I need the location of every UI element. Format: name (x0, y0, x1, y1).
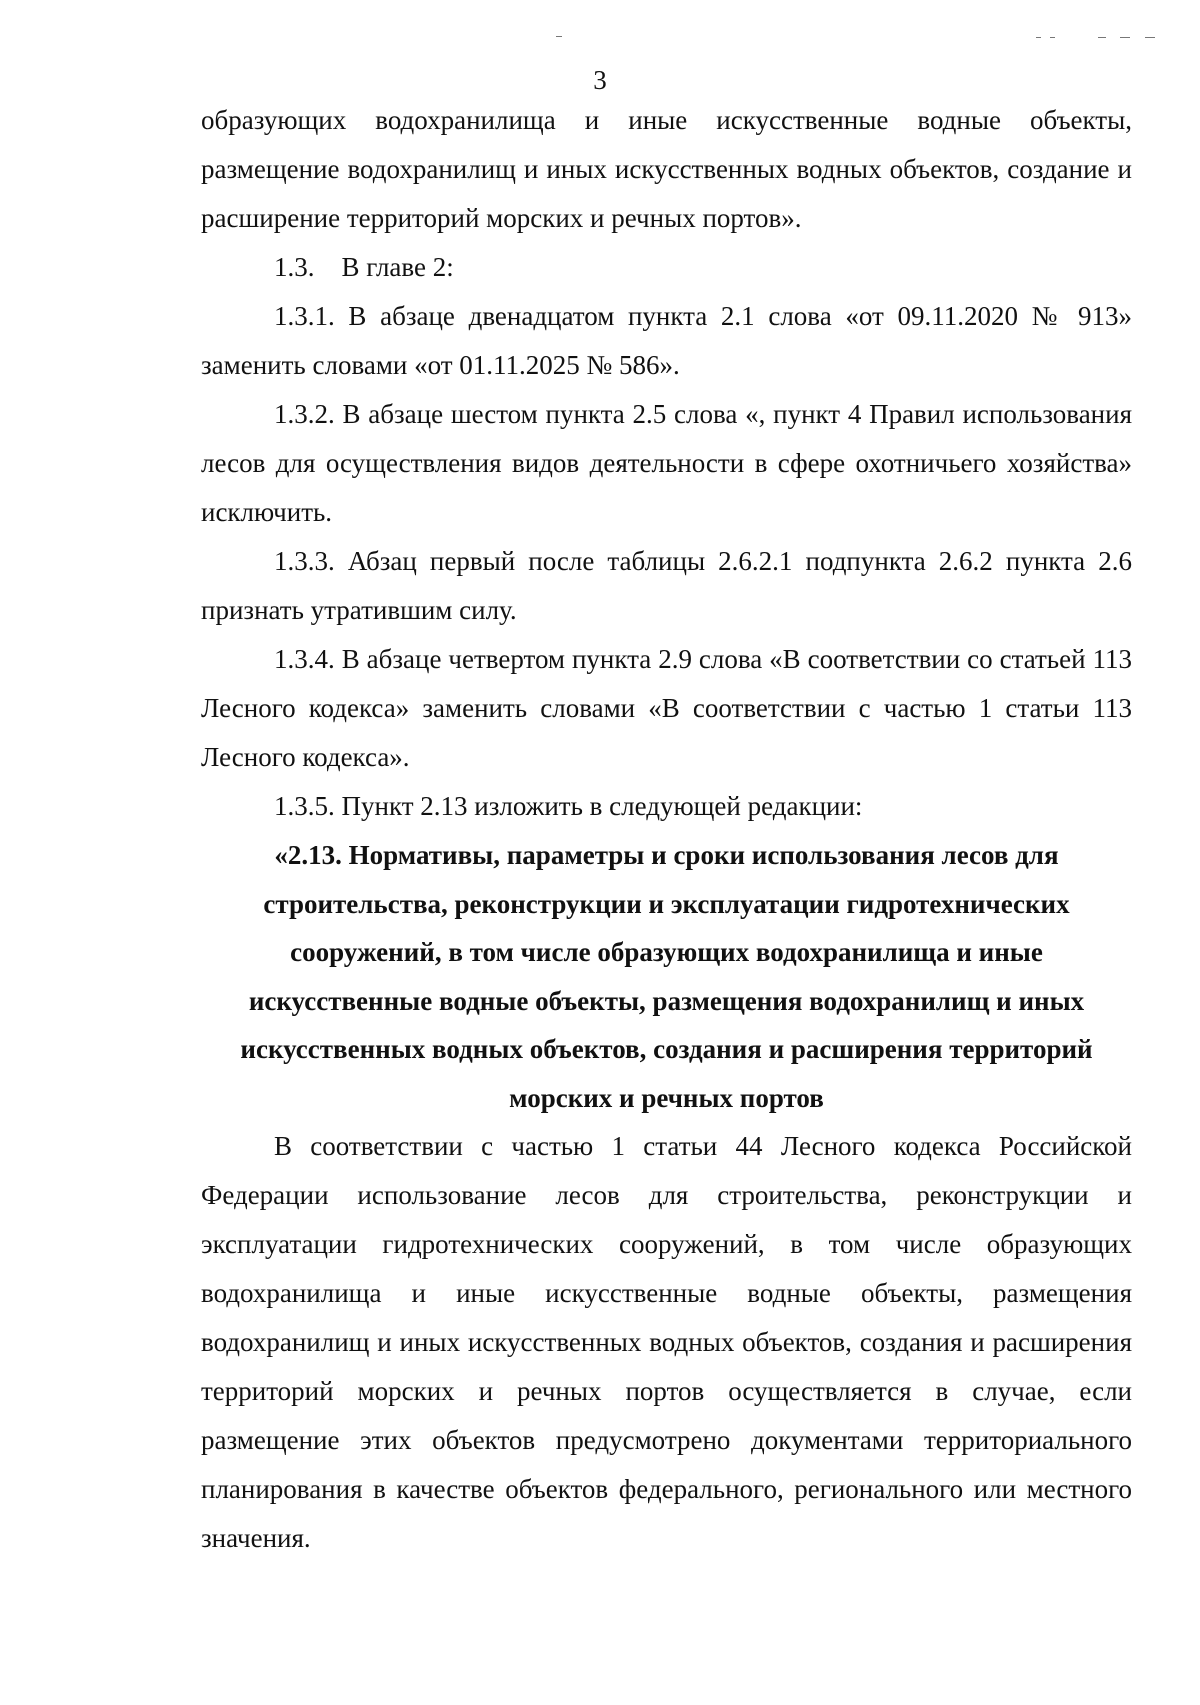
paragraph-1-3-4: 1.3.4. В абзаце четвертом пункта 2.9 слова «В соответствии со статьей 113 Лесного кодекса» заменить словами «В соответствии с частью 1 статьи 113 Лесного кодекса». (201, 644, 1132, 772)
scan-artifact (556, 36, 562, 37)
page-number: 3 (593, 65, 607, 95)
scan-artifact (1050, 37, 1055, 38)
scan-artifact (1098, 37, 1106, 38)
paragraph-section-2-13-body: В соответствии с частью 1 статьи 44 Лесного кодекса Российской Федерации использование лесов для строительства, реконструкции и эксплуатации гидротехнических сооружений, в том числе образующих водохранилища и иные искусственные водные объекты, размещения водохранилищ и иных искусственных водных объектов, создания и расширения территорий морских и речных портов осуществляется в случае, если размещение этих объектов предусмотрено документами территориального планирования в качестве объектов федерального, регионального или местного значения. (201, 1131, 1132, 1553)
section-heading-2-13: «2.13. Нормативы, параметры и сроки использования лесов для строительства, реконструкции и эксплуатации гидротехнических сооружений, в том числе образующих водохранилища и иные искусственные водные объекты, размещения водохранилищ и иных искусственных водных объектов, создания и расширения территорий морских и речных портов (240, 840, 1093, 1113)
scan-artifact (1036, 37, 1041, 38)
document-body (201, 96, 1132, 1563)
paragraph-continuation: образующих водохранилища и иные искусственные водные объекты, размещение водохранилищ и иных искусственных водных объектов, создание и расширение территорий морских и речных портов». (201, 105, 1132, 233)
paragraph-1-3-2: 1.3.2. В абзаце шестом пункта 2.5 слова «, пункт 4 Правил использования лесов для осуществления видов деятельности в сфере охотничьего хозяйства» исключить. (201, 399, 1132, 527)
paragraph-1-3: 1.3. В главе 2: (274, 252, 454, 282)
scan-artifact (1145, 37, 1155, 38)
paragraph-1-3-5: 1.3.5. Пункт 2.13 изложить в следующей редакции: (274, 791, 863, 821)
scan-artifact (1120, 37, 1130, 38)
paragraph-1-3-3: 1.3.3. Абзац первый после таблицы 2.6.2.1 подпункта 2.6.2 пункта 2.6 признать утратившим силу. (201, 546, 1132, 625)
paragraph-1-3-1: 1.3.1. В абзаце двенадцатом пункта 2.1 слова «от 09.11.2020 № 913» заменить словами «от 01.11.2025 № 586». (201, 301, 1132, 380)
